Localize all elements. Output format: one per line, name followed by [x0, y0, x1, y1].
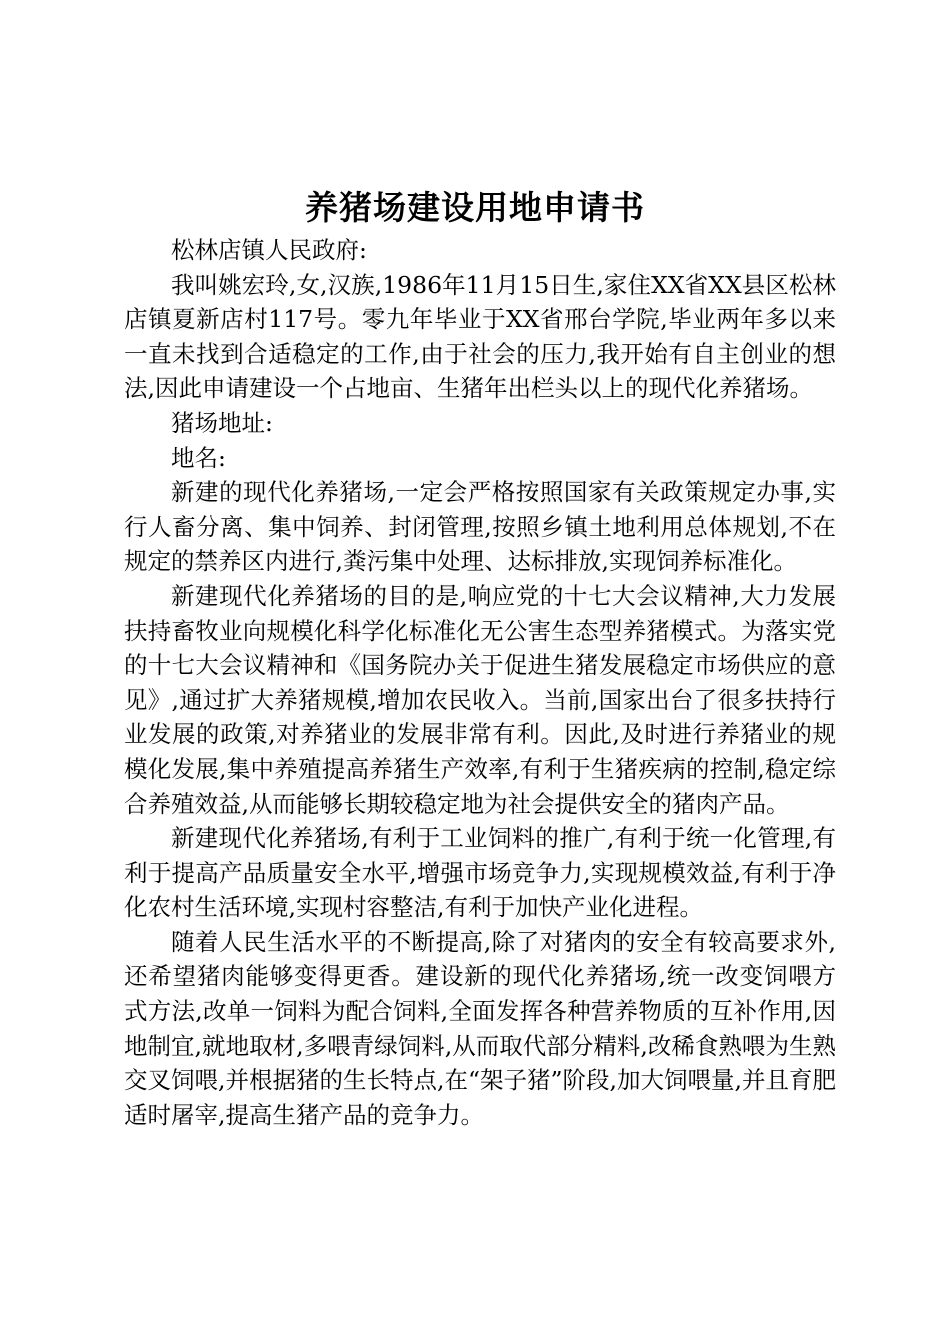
- paragraph-feeding: 随着人民生活水平的不断提高,除了对猪肉的安全有较高要求外,还希望猪肉能够变得更香。建设新的现代化养猪场,统一改变饲喂方式方法,改单一饲料为配合饲料,全面发挥各种营养物质的互补作用,因地制宜,就地取材,多喂青绿饲料,从而取代部分精料,改稀食熟喂为生熟交叉饲喂,并根据猪的生长特点,在“架子猪”阶段,加大饲喂量,并且育肥适时屠宰,提高生猪产品的竞争力。: [124, 927, 836, 1129]
- paragraph-applicant-intro: 我叫姚宏玲,女,汉族,1986年11月15日生,家住XX省XX县区松林店镇夏新店村117号。零九年毕业于XX省邢台学院,毕业两年多以来一直未找到合适稳定的工作,由于社会的压力,我开始有自主创业的想法,因此申请建设一个占地亩、生猪年出栏头以上的现代化养猪场。: [124, 270, 836, 403]
- paragraph-farm-address: 猪场地址:: [171, 408, 273, 437]
- document-body: [124, 233, 836, 1132]
- paragraph-place-name: 地名:: [171, 443, 226, 472]
- paragraph-purpose: 新建现代化养猪场的目的是,响应党的十七大会议精神,大力发展扶持畜牧业向规模化科学化标准化无公害生态型养猪模式。为落实党的十七大会议精神和《国务院办关于促进生猪发展稳定市场供应的意见》,通过扩大养猪规模,增加农民收入。当前,国家出台了很多扶持行业发展的政策,对养猪业的发展非常有利。因此,及时进行养猪业的规模化发展,集中养殖提高养猪生产效率,有利于生猪疾病的控制,稳定综合养殖效益,从而能够长期较稳定地为社会提供安全的猪肉产品。: [124, 581, 836, 818]
- document-title: 养猪场建设用地申请书: [305, 188, 645, 227]
- salutation: 松林店镇人民政府:: [171, 236, 367, 264]
- paragraph-benefits: 新建现代化养猪场,有利于工业饲料的推广,有利于统一化管理,有利于提高产品质量安全水平,增强市场竞争力,实现规模效益,有利于净化农村生活环境,实现村容整洁,有利于加快产业化进程。: [124, 824, 836, 922]
- paragraph-regulations: 新建的现代化养猪场,一定会严格按照国家有关政策规定办事,实行人畜分离、集中饲养、封闭管理,按照乡镇土地利用总体规划,不在规定的禁养区内进行,粪污集中处理、达标排放,实现饲养标准化。: [124, 478, 836, 576]
